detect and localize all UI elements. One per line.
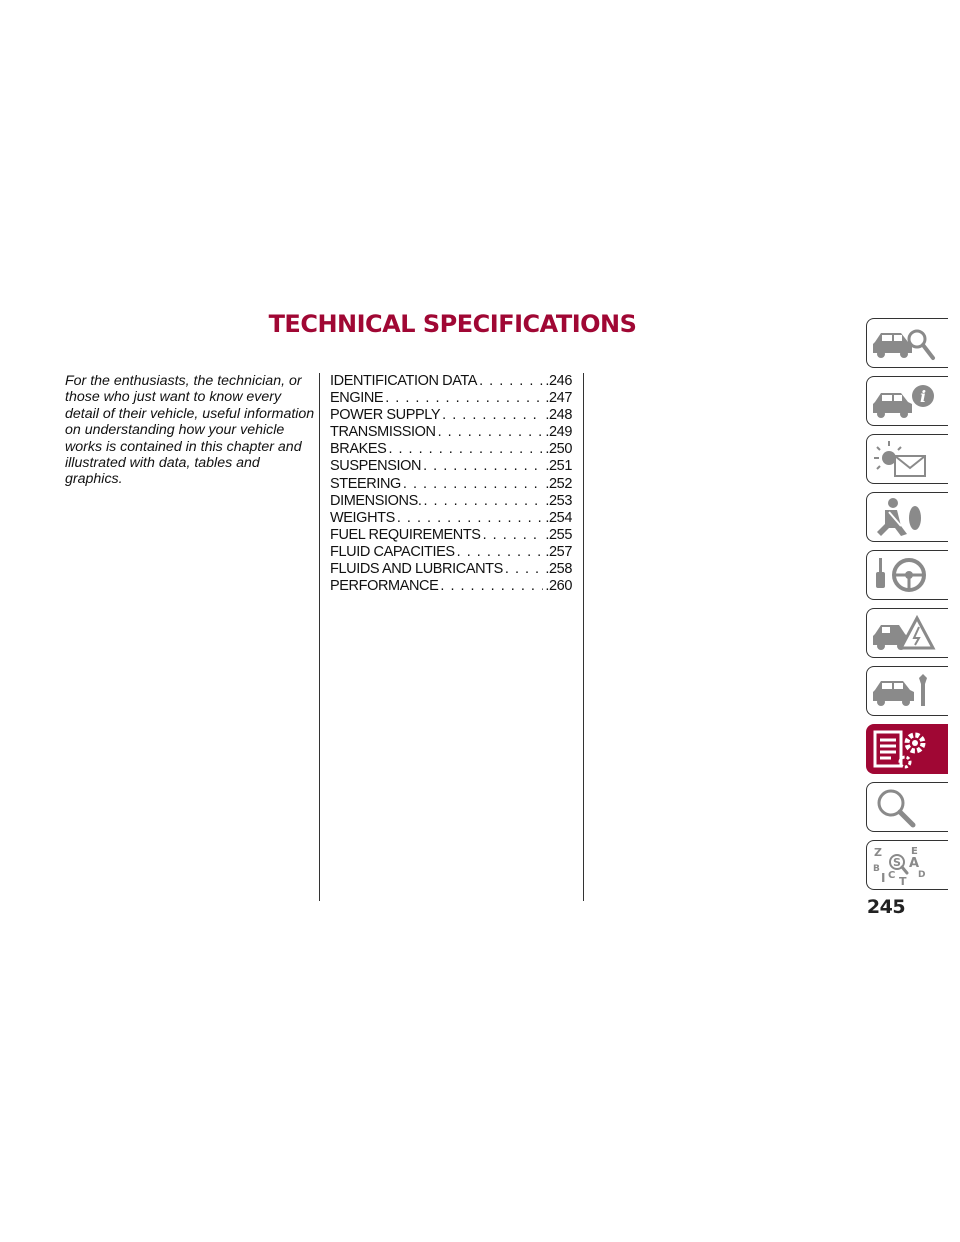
tab-search-index[interactable] [866,782,948,832]
toc-item-brakes[interactable]: BRAKES . . . .250 [330,441,572,458]
technical-specs-gear-icon [871,728,943,770]
index-letter-d: D [918,870,926,880]
toc-item-fluid-capacities[interactable]: FLUID CAPACITIES . . . .257 [330,544,572,561]
car-search-icon [871,322,943,364]
tab-technical-specifications[interactable] [866,724,948,774]
tab-car-info[interactable] [866,376,948,426]
toc-item-fluids-and-lubricants[interactable]: FLUIDS AND LUBRICANTS . . . .258 [330,561,572,578]
car-emergency-icon [871,612,943,654]
index-letter-c: C [888,870,896,881]
index-letter-b: B [873,864,880,874]
table-of-contents [330,373,572,595]
toc-item-transmission[interactable]: TRANSMISSION . . . .249 [330,424,572,441]
index-letter-t: T [899,875,907,886]
magnifier-index-icon [871,786,943,828]
toc-item-weights[interactable]: WEIGHTS . . . .254 [330,510,572,527]
tab-safety[interactable] [866,492,948,542]
page-number: 245 [866,896,906,918]
tab-starting-driving[interactable] [866,550,948,600]
toc-item-identification-data[interactable]: IDENTIFICATION DATA . . . .246 [330,373,572,390]
tab-car-search[interactable] [866,318,948,368]
car-service-wrench-icon [871,670,943,712]
column-divider-right [583,373,584,901]
tab-warning-lights[interactable] [866,434,948,484]
tab-alphabetical-index[interactable] [866,840,948,890]
page-title: TECHNICAL SPECIFICATIONS [268,310,637,338]
toc-item-suspension[interactable]: SUSPENSION . . . .251 [330,458,572,475]
index-letter-s: S [893,856,901,869]
toc-item-power-supply[interactable]: POWER SUPPLY . . . .248 [330,407,572,424]
index-letter-i: I [881,871,886,885]
toc-item-steering[interactable]: STEERING . . . .252 [330,476,572,493]
airbag-safety-icon [871,496,943,538]
toc-item-dimensions[interactable]: DIMENSIONS. . . . .253 [330,493,572,510]
toc-item-engine[interactable]: ENGINE . . . .247 [330,390,572,407]
index-letter-e: E [911,846,918,857]
column-divider-left [319,373,320,901]
tab-emergency[interactable] [866,608,948,658]
steering-wheel-key-icon [871,554,943,596]
toc-item-performance[interactable]: PERFORMANCE . . . .260 [330,578,572,595]
toc-item-fuel-requirements[interactable]: FUEL REQUIREMENTS . . . .255 [330,527,572,544]
svg-text:i: i [919,387,927,406]
alphabetical-index-icon [871,844,943,886]
warning-lights-messages-icon [871,438,943,480]
tab-servicing[interactable] [866,666,948,716]
car-info-icon [871,380,943,422]
index-letter-z: Z [874,846,882,859]
index-letter-a: A [909,856,920,871]
chapter-intro: For the enthusiasts, the technician, or those who just want to know every detail of their vehicle, useful information on understanding how your vehicle works is contained in this chapter and illustrated with data, tables and graphics. [65,373,315,488]
